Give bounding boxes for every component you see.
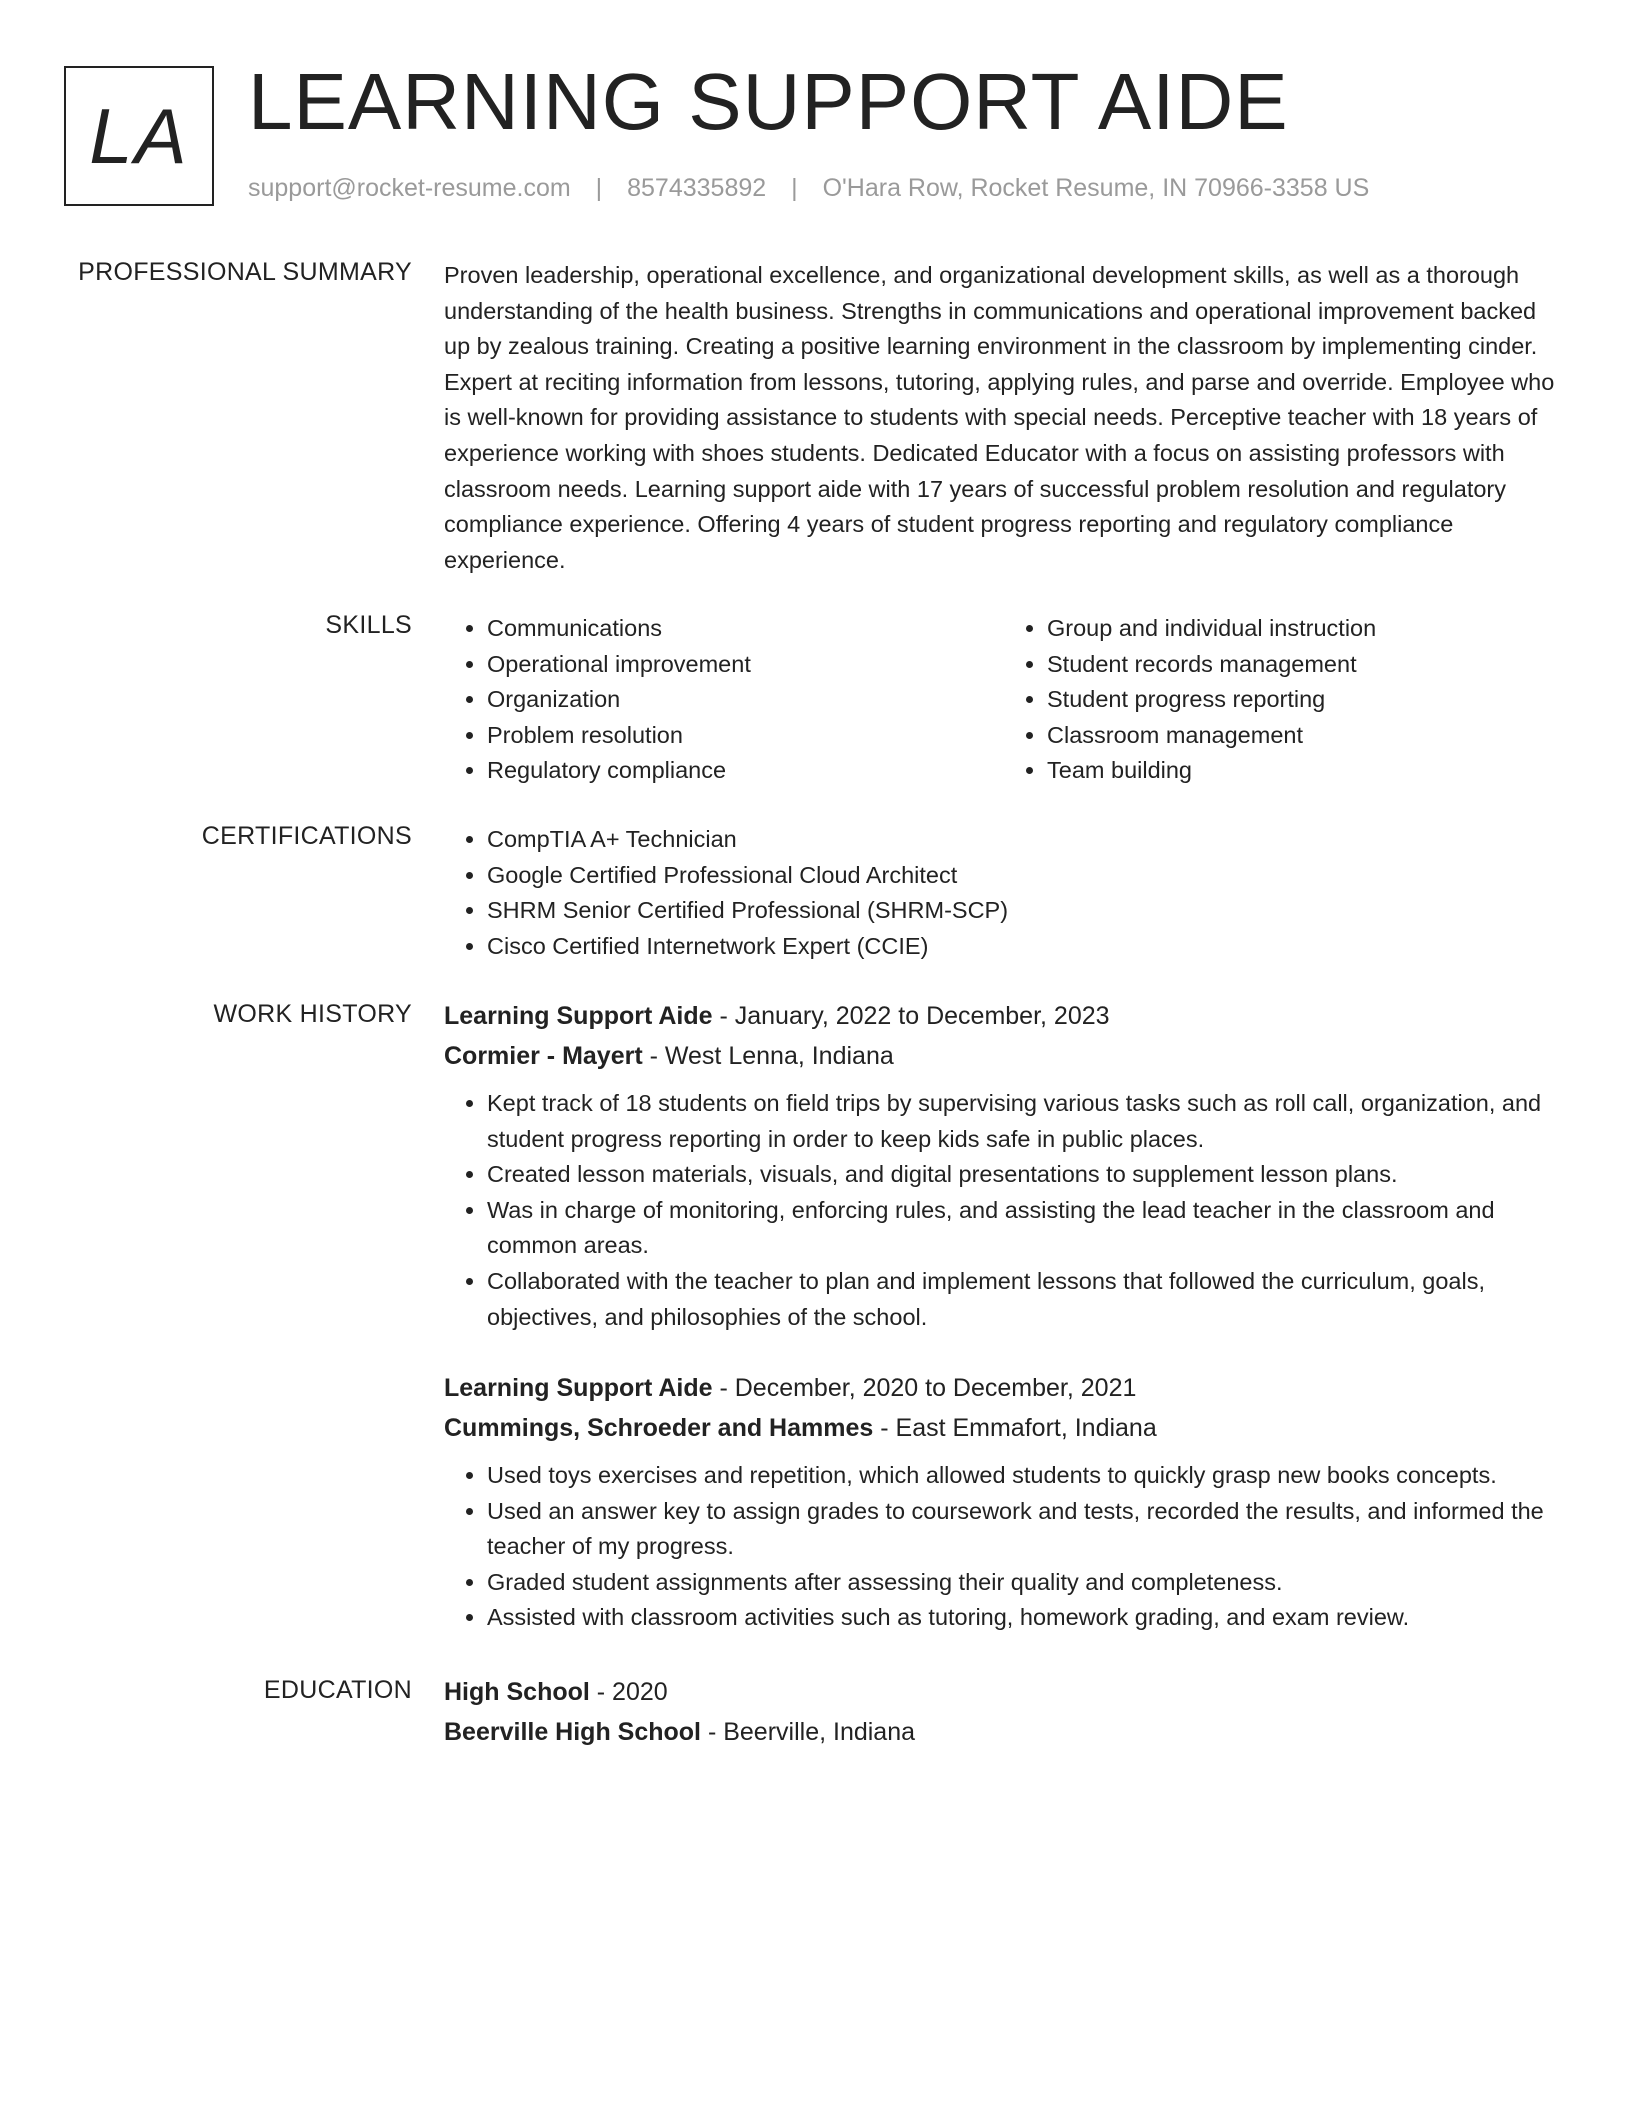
skill-item: • Regulatory compliance xyxy=(487,753,1004,789)
certifications-list xyxy=(444,822,1564,964)
education-school: Beerville High School xyxy=(444,1718,702,1746)
skills-list-right xyxy=(1004,611,1564,789)
job-bullet: • Created lesson materials, visuals, and digital presentations to supplement lesson plans. xyxy=(487,1157,1564,1193)
certification-item: • Google Certified Professional Cloud Architect xyxy=(487,858,1564,894)
job-bullet: • Collaborated with the teacher to plan and implement lessons that followed the curriculum, goals, objectives, and philosophies of the school. xyxy=(487,1264,1564,1335)
education-year: - 2020 xyxy=(589,1678,668,1706)
resume-title: LEARNING SUPPORT AIDE xyxy=(248,57,1289,146)
contact-line xyxy=(248,174,1369,203)
job-location: - East Emmafort, Indiana xyxy=(873,1414,1157,1442)
skill-item: • Classroom management xyxy=(1047,718,1564,754)
section-label-certifications: CERTIFICATIONS xyxy=(201,822,412,850)
skill-item: • Student records management xyxy=(1047,647,1564,683)
certification-item: • Cisco Certified Internetwork Expert (CCIE) xyxy=(487,929,1564,965)
job-bullet: • Assisted with classroom activities such as tutoring, homework grading, and exam review. xyxy=(487,1600,1564,1636)
education-degree: High School xyxy=(444,1678,590,1706)
job-dates: - December, 2020 to December, 2021 xyxy=(712,1374,1137,1402)
skills-columns xyxy=(444,611,1564,789)
job-company-line xyxy=(444,1408,1564,1448)
job-entry xyxy=(444,1368,1564,1636)
section-label-summary: PROFESSIONAL SUMMARY xyxy=(78,258,412,286)
education-school-line xyxy=(444,1712,1564,1752)
section-label-work-history: WORK HISTORY xyxy=(213,1000,412,1028)
job-title-line xyxy=(444,1368,1564,1408)
education-degree-line xyxy=(444,1672,1564,1712)
job-company: Cummings, Schroeder and Hammes xyxy=(444,1414,874,1442)
summary-text: Proven leadership, operational excellence, and organizational development skills, as well as a thorough understanding of the health business. Strengths in communications and operational improvement backed up by zealous training. Creating a positive learning environment in the classroom by implementing cinder. Expert at reciting information from lessons, tutoring, applying rules, and parse and override. Employee who is well-known for providing assistance to students with special needs. Perceptive teacher with 18 years of experience working with shoes students. Dedicated Educator with a focus on assisting professors with classroom needs. Learning support aide with 17 years of successful problem resolution and regulatory compliance experience. Offering 4 years of student progress reporting and regulatory compliance experience. xyxy=(444,262,1555,573)
skill-item: • Problem resolution xyxy=(487,718,1004,754)
job-bullets xyxy=(444,1086,1564,1335)
job-dates: - January, 2022 to December, 2023 xyxy=(712,1002,1110,1030)
job-company: Cormier - Mayert xyxy=(444,1042,643,1070)
job-location: - West Lenna, Indiana xyxy=(642,1042,894,1070)
skill-item: • Communications xyxy=(487,611,1004,647)
certifications-content xyxy=(444,822,1564,964)
skill-item: • Organization xyxy=(487,682,1004,718)
summary-content xyxy=(444,258,1564,578)
job-entry xyxy=(444,996,1564,1335)
job-title-line xyxy=(444,996,1564,1036)
certification-item: • SHRM Senior Certified Professional (SHRM-SCP) xyxy=(487,893,1564,929)
section-label-skills: SKILLS xyxy=(325,611,412,639)
contact-separator: | xyxy=(595,174,603,202)
contact-address: O'Hara Row, Rocket Resume, IN 70966-3358 US xyxy=(822,174,1370,202)
monogram: LA xyxy=(64,66,214,206)
certification-item: • CompTIA A+ Technician xyxy=(487,822,1564,858)
education-entry xyxy=(444,1672,1564,1752)
skill-item: • Student progress reporting xyxy=(1047,682,1564,718)
job-bullet: • Graded student assignments after assessing their quality and completeness. xyxy=(487,1565,1564,1601)
job-bullet: • Used an answer key to assign grades to coursework and tests, recorded the results, and informed the teacher of my progress. xyxy=(487,1494,1564,1565)
job-bullets xyxy=(444,1458,1564,1636)
contact-phone: 8574335892 xyxy=(627,174,767,202)
job-title: Learning Support Aide xyxy=(444,1374,713,1402)
job-company-line xyxy=(444,1036,1564,1076)
job-bullet: • Used toys exercises and repetition, which allowed students to quickly grasp new books concepts. xyxy=(487,1458,1564,1494)
section-label-education: EDUCATION xyxy=(263,1676,412,1704)
education-location: - Beerville, Indiana xyxy=(701,1718,916,1746)
job-title: Learning Support Aide xyxy=(444,1002,713,1030)
skill-item: • Team building xyxy=(1047,753,1564,789)
contact-separator: | xyxy=(791,174,798,202)
skill-item: • Operational improvement xyxy=(487,647,1004,683)
skill-item: • Group and individual instruction xyxy=(1047,611,1564,647)
skills-list-left xyxy=(444,611,1004,789)
job-bullet: • Kept track of 18 students on field trips by supervising various tasks such as roll call, organization, and student progress reporting in order to keep kids safe in public places. xyxy=(487,1086,1564,1157)
job-bullet: • Was in charge of monitoring, enforcing rules, and assisting the lead teacher in the classroom and common areas. xyxy=(487,1193,1564,1264)
contact-email: support@rocket-resume.com xyxy=(248,174,571,202)
